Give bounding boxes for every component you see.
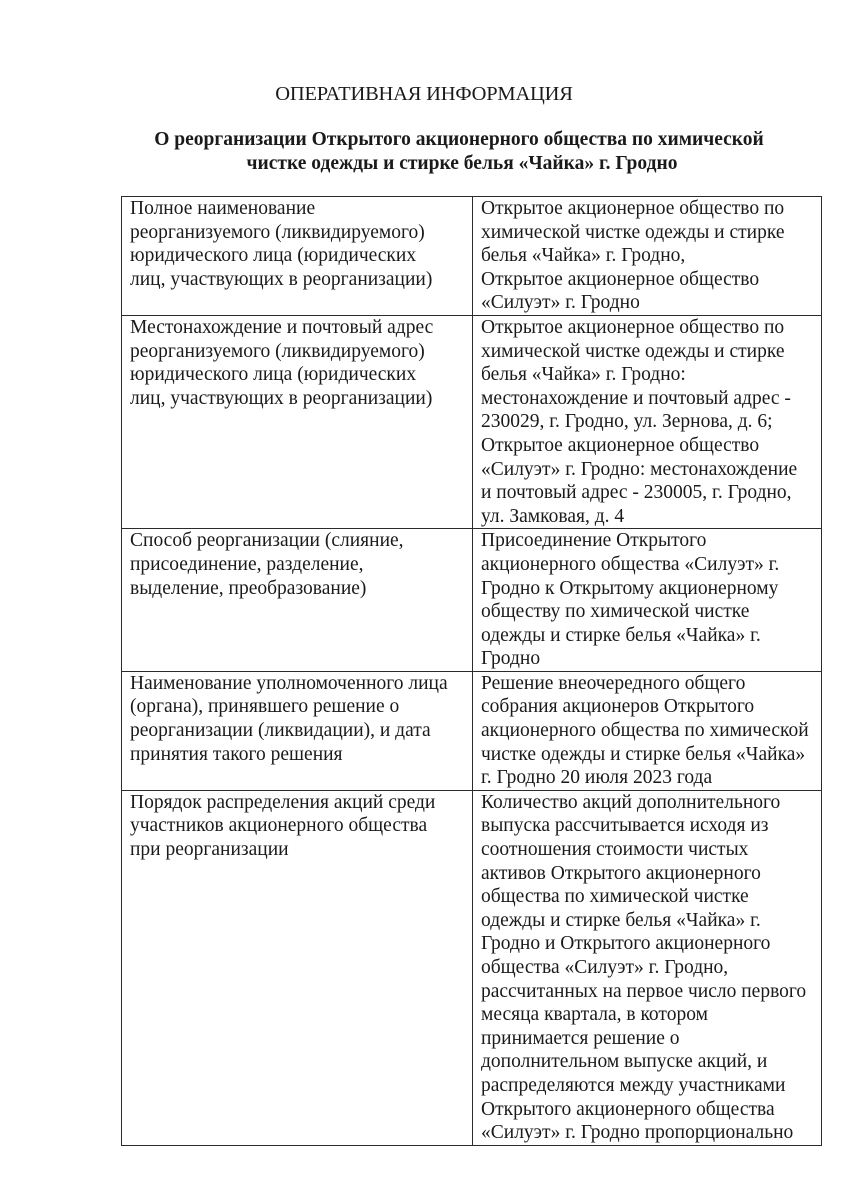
value-line: месяца квартала, в котором — [481, 1004, 708, 1026]
document-heading: ОПЕРАТИВНАЯ ИНФОРМАЦИЯ — [275, 83, 573, 105]
value-line: Количество акций дополнительного — [481, 791, 781, 813]
value-line: распределяются между участниками — [481, 1074, 786, 1096]
value-line: Гродно к Открытому акционерному — [481, 577, 779, 599]
value-line: акционерного общества «Силуэт» г. — [481, 553, 780, 575]
document-subject — [0, 128, 848, 176]
label-line: реорганизации (ликвидации), и дата — [130, 720, 431, 742]
row-label-cell — [122, 790, 473, 1145]
label-line: Полное наименование — [130, 198, 316, 219]
value-line: чистке одежды и стирке белья «Чайка» — [481, 743, 806, 765]
row-value-cell — [473, 529, 822, 672]
label-line: выделение, преобразование) — [130, 577, 367, 599]
table-row — [122, 671, 822, 790]
value-line: «Силуэт» г. Гродно — [481, 292, 640, 314]
label-line: реорганизуемого (ликвидируемого) — [130, 221, 425, 243]
row-value-cell — [473, 315, 822, 528]
label-line: (органа), принявшего решение о — [130, 696, 400, 718]
value-line: собрания акционеров Открытого — [481, 696, 755, 718]
row-label-cell — [122, 529, 473, 672]
value-line: общества «Силуэт» г. Гродно, — [481, 957, 729, 978]
value-line: соотношения стоимости чистых — [481, 839, 749, 861]
row-label-cell — [122, 315, 473, 528]
value-line: местонахождение и почтовый адрес - — [481, 387, 791, 409]
value-line: Присоединение Открытого — [481, 530, 707, 552]
value-line: химической чистке одежды и стирке — [481, 221, 785, 243]
info-table-body — [122, 197, 822, 1146]
subject-line: О реорганизации Открытого акционерного общества по химической — [154, 129, 764, 150]
row-value-cell — [473, 671, 822, 790]
value-line: «Силуэт» г. Гродно пропорционально — [481, 1122, 794, 1144]
info-table — [121, 196, 822, 1146]
label-line: при реорганизации — [130, 839, 289, 861]
row-label-cell — [122, 671, 473, 790]
value-line: одежды и стирке белья «Чайка» г. — [481, 909, 761, 931]
value-line: Открытое акционерное общество по — [481, 198, 785, 219]
value-line: г. Гродно 20 июля 2023 года — [481, 767, 713, 789]
table-row — [122, 197, 822, 316]
subject-line: чистке одежды и стирке белья «Чайка» г. Гродно — [246, 153, 678, 174]
value-line: 230029, г. Гродно, ул. Зернова, д. 6; — [481, 411, 773, 433]
value-line: общества по химической чистке — [481, 886, 749, 908]
value-line: акционерного общества по химической — [481, 720, 809, 742]
label-line: участников акционерного общества — [130, 815, 428, 837]
value-line: рассчитанных на первое число первого — [481, 980, 807, 1002]
row-value-cell — [473, 790, 822, 1145]
table-row — [122, 529, 822, 672]
label-line: лиц, участвующих в реорганизации) — [130, 387, 433, 409]
table-row — [122, 790, 822, 1145]
value-line: и почтовый адрес - 230005, г. Гродно, — [481, 482, 792, 504]
value-line: Открытое акционерное общество — [481, 268, 760, 290]
label-line: Местонахождение и почтовый адрес — [130, 316, 434, 338]
value-line: обществу по химической чистке — [481, 601, 750, 623]
label-line: Способ реорганизации (слияние, — [130, 530, 404, 552]
value-line: активов Открытого акционерного — [481, 862, 761, 884]
value-line: химической чистке одежды и стирке — [481, 340, 785, 362]
row-label-cell — [122, 197, 473, 316]
value-line: Гродно — [481, 648, 541, 670]
value-line: Открытого акционерного общества — [481, 1098, 775, 1120]
label-line: реорганизуемого (ликвидируемого) — [130, 340, 425, 362]
value-line: дополнительном выпуске акций, и — [481, 1051, 768, 1073]
value-line: Открытое акционерное общество — [481, 434, 760, 456]
label-line: Порядок распределения акций среди — [130, 791, 436, 813]
value-line: Открытое акционерное общество по — [481, 316, 785, 338]
value-line: Решение внеочередного общего — [481, 672, 746, 694]
value-line: Гродно и Открытого акционерного — [481, 933, 771, 955]
value-line: выпуска рассчитывается исходя из — [481, 815, 769, 837]
label-line: Наименование уполномоченного лица — [130, 672, 448, 694]
label-line: юридического лица (юридических — [130, 245, 417, 267]
value-line: принимается решение о — [481, 1027, 680, 1049]
value-line: одежды и стирке белья «Чайка» г. — [481, 624, 761, 646]
row-value-cell — [473, 197, 822, 316]
value-line: белья «Чайка» г. Гродно, — [481, 245, 686, 267]
value-line: белья «Чайка» г. Гродно: — [481, 364, 686, 386]
label-line: принятия такого решения — [130, 743, 343, 765]
value-line: ул. Замковая, д. 4 — [481, 505, 625, 527]
value-line: «Силуэт» г. Гродно: местонахождение — [481, 458, 798, 480]
label-line: юридического лица (юридических — [130, 364, 417, 386]
table-row — [122, 315, 822, 528]
label-line: лиц, участвующих в реорганизации) — [130, 268, 433, 290]
label-line: присоединение, разделение, — [130, 553, 364, 575]
